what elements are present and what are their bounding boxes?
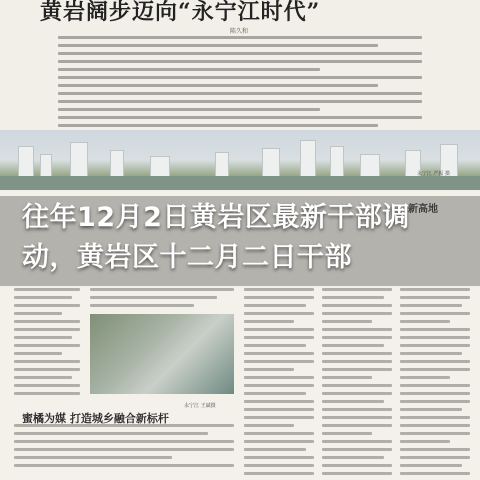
text-line	[58, 76, 422, 79]
aerial-river-photo	[90, 314, 234, 394]
building	[330, 146, 344, 178]
text-column	[400, 288, 470, 480]
building	[215, 152, 229, 178]
text-column	[14, 424, 234, 472]
building	[40, 154, 52, 178]
newspaper-byline: 陈久和	[230, 28, 249, 35]
building	[360, 154, 380, 178]
overlay-title: 往年12月2日黄岩区最新干部调动，黄岩区十二月二日干部	[22, 202, 410, 273]
newspaper-headline: 黄岩阔步迈向“永宁江时代”	[40, 0, 321, 25]
skyline-caption: 永宁江 严振 摄	[416, 171, 450, 177]
photo-caption: 永宁江 王斌摄	[184, 403, 216, 409]
building	[300, 140, 316, 178]
building	[110, 150, 124, 178]
building	[150, 156, 170, 178]
building	[70, 142, 88, 178]
building	[262, 148, 280, 178]
building	[18, 146, 34, 178]
text-line	[58, 60, 422, 63]
upper-article-text	[58, 36, 422, 134]
text-line	[58, 92, 422, 95]
text-line	[58, 84, 378, 87]
text-column	[322, 288, 392, 480]
text-line	[58, 108, 320, 111]
right-column-heading: 新高地	[408, 204, 438, 215]
text-line	[58, 44, 378, 47]
text-line	[58, 116, 422, 119]
text-line	[58, 124, 378, 127]
city-skyline-photo	[0, 130, 480, 190]
text-column	[14, 288, 80, 400]
text-line	[58, 52, 422, 55]
text-line	[58, 36, 422, 39]
text-column	[244, 288, 314, 480]
text-line	[58, 68, 320, 71]
river-water	[0, 176, 480, 190]
text-column	[90, 288, 234, 312]
article-subhead: 蜜橘为媒 打造城乡融合新标杆	[22, 412, 169, 425]
text-line	[58, 100, 422, 103]
